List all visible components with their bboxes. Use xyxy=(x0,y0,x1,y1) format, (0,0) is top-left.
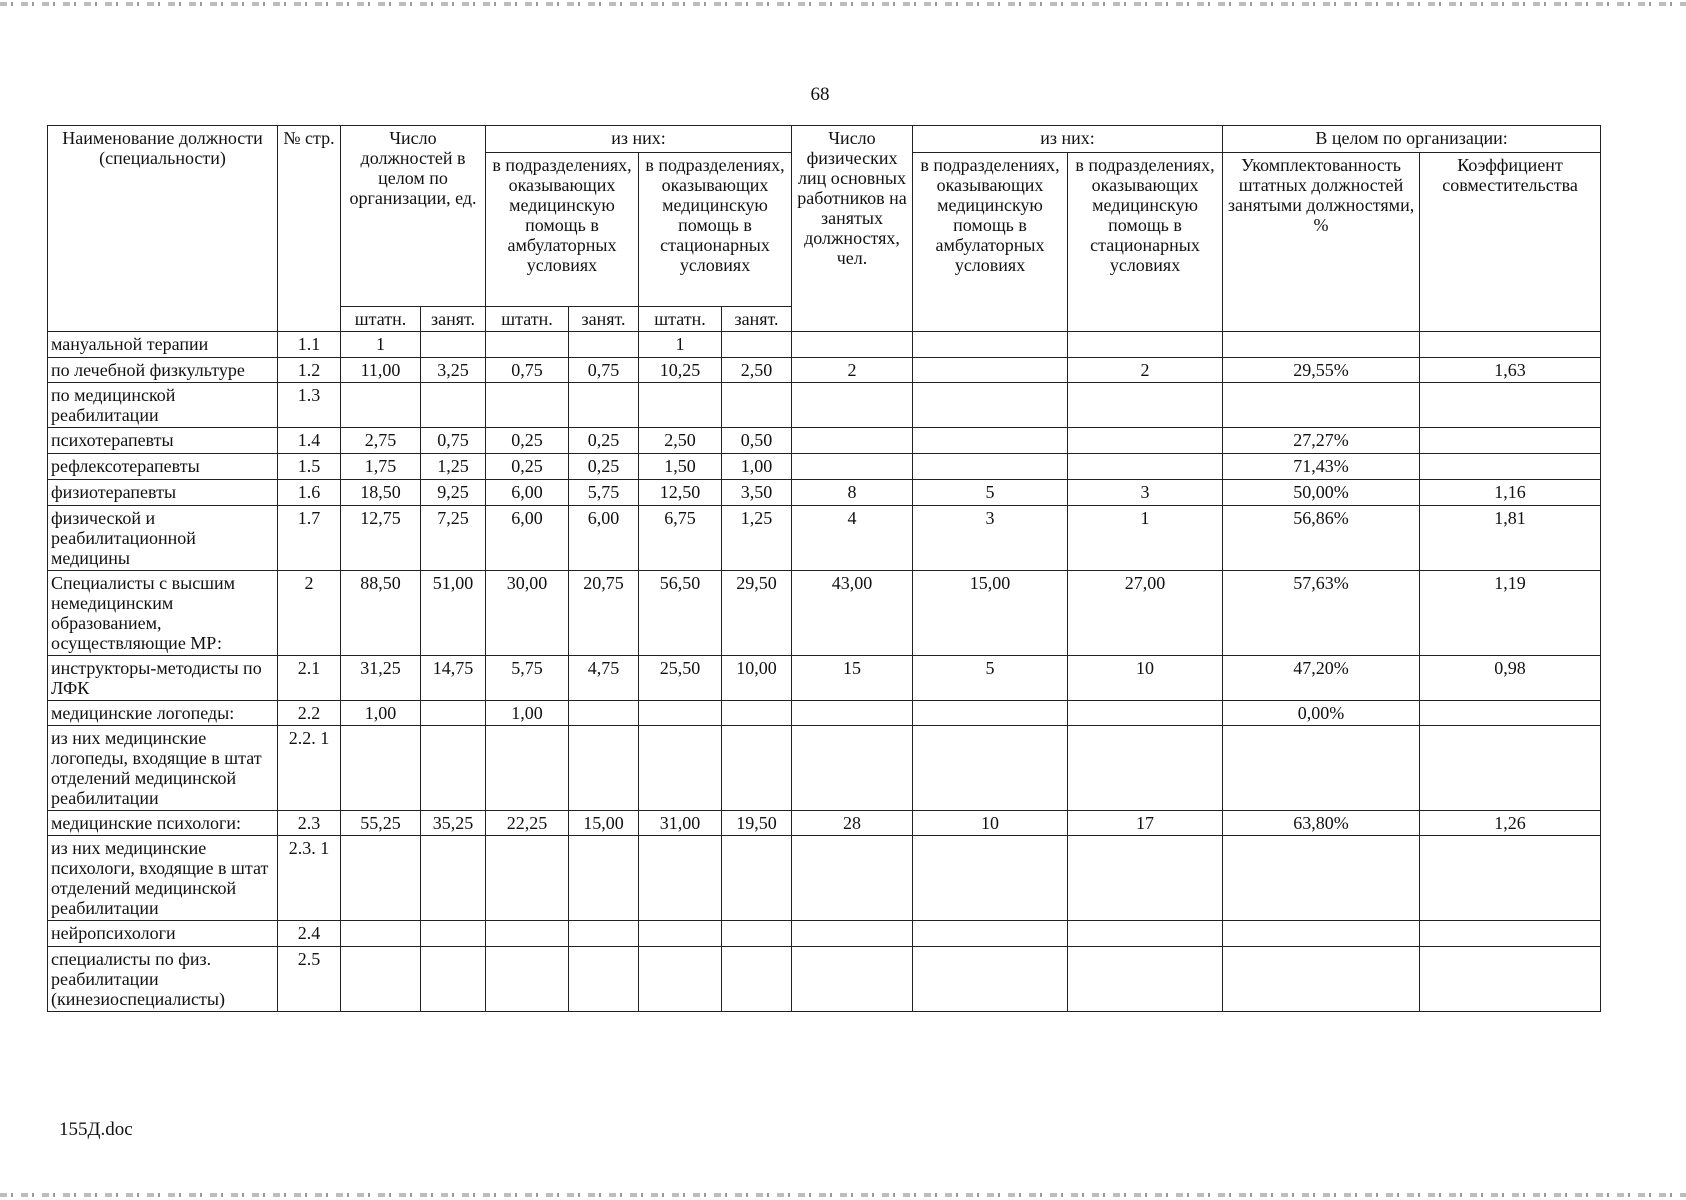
row-value-cell: 0,00% xyxy=(1223,701,1420,726)
row-value-cell: 6,75 xyxy=(639,506,722,571)
row-name-cell: психотерапевты xyxy=(48,428,278,454)
row-value-cell xyxy=(792,454,913,480)
row-value-cell xyxy=(421,701,486,726)
row-value-cell xyxy=(913,947,1068,1012)
header-amb: в подразделениях, оказывающих медицинскую помощь в амбулаторных условиях xyxy=(486,153,639,307)
row-value-cell xyxy=(792,726,913,811)
row-value-cell xyxy=(569,947,639,1012)
row-line-cell: 1.7 xyxy=(278,506,341,571)
row-value-cell: 1 xyxy=(1068,506,1223,571)
row-value-cell xyxy=(913,332,1068,358)
row-value-cell: 5,75 xyxy=(569,480,639,506)
row-name-cell: из них медицинские логопеды, входящие в штат отделений медицинской реабилитации xyxy=(48,726,278,811)
row-value-cell xyxy=(486,332,569,358)
row-name-cell: физиотерапевты xyxy=(48,480,278,506)
table-row xyxy=(48,947,1601,1012)
row-value-cell: 8 xyxy=(792,480,913,506)
row-value-cell: 56,86% xyxy=(1223,506,1420,571)
header-of-them: из них: xyxy=(486,126,792,153)
row-value-cell xyxy=(1420,383,1601,428)
row-line-cell: 1.3 xyxy=(278,383,341,428)
header-shtat-total: штатн. xyxy=(341,307,421,332)
row-value-cell xyxy=(1068,454,1223,480)
table-row xyxy=(48,454,1601,480)
row-value-cell: 10 xyxy=(913,811,1068,836)
table-row xyxy=(48,571,1601,656)
row-value-cell xyxy=(1420,921,1601,947)
row-value-cell: 3 xyxy=(913,506,1068,571)
row-value-cell: 10,25 xyxy=(639,358,722,383)
row-value-cell xyxy=(486,921,569,947)
row-value-cell xyxy=(421,332,486,358)
row-line-cell: 1.4 xyxy=(278,428,341,454)
row-value-cell: 0,25 xyxy=(486,454,569,480)
table-row xyxy=(48,701,1601,726)
row-value-cell: 6,00 xyxy=(486,480,569,506)
row-name-cell: физической и реабилитационной медицины xyxy=(48,506,278,571)
row-line-cell: 2 xyxy=(278,571,341,656)
row-value-cell xyxy=(722,921,792,947)
row-value-cell: 1 xyxy=(341,332,421,358)
table-row xyxy=(48,332,1601,358)
row-value-cell: 20,75 xyxy=(569,571,639,656)
row-value-cell xyxy=(1420,454,1601,480)
row-value-cell: 30,00 xyxy=(486,571,569,656)
row-value-cell xyxy=(913,454,1068,480)
table-row xyxy=(48,506,1601,571)
row-value-cell: 29,50 xyxy=(722,571,792,656)
row-value-cell: 5 xyxy=(913,480,1068,506)
row-value-cell xyxy=(639,383,722,428)
row-value-cell xyxy=(913,358,1068,383)
row-line-cell: 2.1 xyxy=(278,656,341,701)
row-value-cell: 25,50 xyxy=(639,656,722,701)
row-line-cell: 1.2 xyxy=(278,358,341,383)
row-line-cell: 2.4 xyxy=(278,921,341,947)
row-line-cell: 1.5 xyxy=(278,454,341,480)
row-value-cell: 2 xyxy=(792,358,913,383)
header-zanyat-amb: занят. xyxy=(569,307,639,332)
row-value-cell: 88,50 xyxy=(341,571,421,656)
row-value-cell: 1,00 xyxy=(341,701,421,726)
row-value-cell: 43,00 xyxy=(792,571,913,656)
row-value-cell: 55,25 xyxy=(341,811,421,836)
header-zanyat-stat: занят. xyxy=(722,307,792,332)
row-value-cell xyxy=(486,836,569,921)
row-name-cell: нейропсихологи xyxy=(48,921,278,947)
row-value-cell xyxy=(486,947,569,1012)
row-value-cell: 0,50 xyxy=(722,428,792,454)
row-value-cell: 10,00 xyxy=(722,656,792,701)
row-value-cell xyxy=(913,921,1068,947)
row-name-cell: из них медицинские психологи, входящие в штат отделений медицинской реабилитации xyxy=(48,836,278,921)
page-number: 68 xyxy=(810,84,830,105)
header-positions-total: Число должностей в целом по организации, ед. xyxy=(341,126,486,307)
table-row xyxy=(48,811,1601,836)
table-row xyxy=(48,358,1601,383)
row-value-cell: 17 xyxy=(1068,811,1223,836)
row-value-cell xyxy=(421,836,486,921)
row-value-cell xyxy=(722,332,792,358)
row-value-cell xyxy=(913,701,1068,726)
row-value-cell: 4,75 xyxy=(569,656,639,701)
row-value-cell xyxy=(1223,383,1420,428)
row-value-cell: 1,19 xyxy=(1420,571,1601,656)
row-value-cell: 1,75 xyxy=(341,454,421,480)
row-value-cell xyxy=(1223,947,1420,1012)
row-value-cell: 5 xyxy=(913,656,1068,701)
table-row xyxy=(48,428,1601,454)
row-value-cell: 1,16 xyxy=(1420,480,1601,506)
row-value-cell: 6,00 xyxy=(486,506,569,571)
row-value-cell: 4 xyxy=(792,506,913,571)
header-staffing: Укомплектованность штатных должностей занятыми должностями, % xyxy=(1223,153,1420,332)
row-value-cell: 56,50 xyxy=(639,571,722,656)
row-value-cell: 3 xyxy=(1068,480,1223,506)
row-value-cell: 2 xyxy=(1068,358,1223,383)
header-shtat-stat: штатн. xyxy=(639,307,722,332)
row-value-cell xyxy=(1420,726,1601,811)
row-value-cell xyxy=(569,836,639,921)
row-value-cell xyxy=(792,383,913,428)
row-value-cell xyxy=(792,836,913,921)
row-value-cell: 3,50 xyxy=(722,480,792,506)
scan-edge-top xyxy=(0,2,1686,6)
header-stat: в подразделениях, оказывающих медицинскую помощь в стационарных условиях xyxy=(639,153,792,307)
row-value-cell: 15 xyxy=(792,656,913,701)
table-row xyxy=(48,480,1601,506)
row-value-cell xyxy=(421,921,486,947)
row-name-cell: по лечебной физкультуре xyxy=(48,358,278,383)
header-line: № стр. xyxy=(278,126,341,332)
row-value-cell: 27,00 xyxy=(1068,571,1223,656)
row-value-cell xyxy=(722,701,792,726)
row-value-cell xyxy=(1223,332,1420,358)
row-value-cell: 50,00% xyxy=(1223,480,1420,506)
row-value-cell: 1,00 xyxy=(722,454,792,480)
row-value-cell: 12,50 xyxy=(639,480,722,506)
row-value-cell: 12,75 xyxy=(341,506,421,571)
header-zanyat-total: занят. xyxy=(421,307,486,332)
row-value-cell: 1 xyxy=(639,332,722,358)
row-line-cell: 1.1 xyxy=(278,332,341,358)
row-value-cell xyxy=(1068,921,1223,947)
row-value-cell xyxy=(1420,836,1601,921)
table-row xyxy=(48,726,1601,811)
row-value-cell xyxy=(792,332,913,358)
row-name-cell: рефлексотерапевты xyxy=(48,454,278,480)
row-line-cell: 2.5 xyxy=(278,947,341,1012)
row-value-cell xyxy=(722,383,792,428)
row-value-cell: 63,80% xyxy=(1223,811,1420,836)
row-value-cell xyxy=(569,383,639,428)
row-value-cell: 0,75 xyxy=(421,428,486,454)
header-amb-2: в подразделениях, оказывающих медицинскую помощь в амбулаторных условиях xyxy=(913,153,1068,332)
row-value-cell xyxy=(486,383,569,428)
row-value-cell xyxy=(792,947,913,1012)
row-value-cell: 0,25 xyxy=(569,428,639,454)
row-value-cell xyxy=(1068,726,1223,811)
row-value-cell xyxy=(421,947,486,1012)
table-row xyxy=(48,836,1601,921)
row-value-cell xyxy=(792,921,913,947)
row-value-cell: 27,27% xyxy=(1223,428,1420,454)
row-name-cell: медицинские психологи: xyxy=(48,811,278,836)
row-value-cell: 31,25 xyxy=(341,656,421,701)
row-value-cell xyxy=(1068,701,1223,726)
row-name-cell: мануальной терапии xyxy=(48,332,278,358)
row-value-cell xyxy=(341,726,421,811)
row-value-cell: 28 xyxy=(792,811,913,836)
row-value-cell xyxy=(569,726,639,811)
row-value-cell xyxy=(569,921,639,947)
row-value-cell xyxy=(722,836,792,921)
row-value-cell: 18,50 xyxy=(341,480,421,506)
row-value-cell xyxy=(569,701,639,726)
row-value-cell xyxy=(341,836,421,921)
row-value-cell xyxy=(1068,383,1223,428)
scan-edge-bottom xyxy=(0,1193,1686,1197)
table-row xyxy=(48,383,1601,428)
row-value-cell: 9,25 xyxy=(421,480,486,506)
row-value-cell xyxy=(792,428,913,454)
table-row xyxy=(48,656,1601,701)
row-value-cell: 57,63% xyxy=(1223,571,1420,656)
row-value-cell: 2,50 xyxy=(722,358,792,383)
row-value-cell xyxy=(1223,726,1420,811)
row-value-cell: 11,00 xyxy=(341,358,421,383)
row-value-cell xyxy=(639,726,722,811)
header-of-them-2: из них: xyxy=(913,126,1223,153)
row-value-cell: 0,25 xyxy=(486,428,569,454)
row-value-cell: 3,25 xyxy=(421,358,486,383)
header-org-total: В целом по организации: xyxy=(1223,126,1601,153)
row-value-cell xyxy=(341,383,421,428)
row-value-cell: 6,00 xyxy=(569,506,639,571)
row-value-cell xyxy=(913,428,1068,454)
row-line-cell: 2.2. 1 xyxy=(278,726,341,811)
row-value-cell xyxy=(639,921,722,947)
row-value-cell xyxy=(1068,332,1223,358)
row-value-cell: 29,55% xyxy=(1223,358,1420,383)
row-value-cell: 1,50 xyxy=(639,454,722,480)
row-name-cell: инструкторы-методисты по ЛФК xyxy=(48,656,278,701)
row-value-cell xyxy=(421,726,486,811)
row-value-cell xyxy=(1223,836,1420,921)
row-value-cell: 71,43% xyxy=(1223,454,1420,480)
row-value-cell: 1,25 xyxy=(722,506,792,571)
row-value-cell xyxy=(639,947,722,1012)
row-value-cell xyxy=(341,947,421,1012)
row-value-cell: 0,75 xyxy=(486,358,569,383)
row-value-cell xyxy=(1420,428,1601,454)
header-persons: Число физических лиц основных работников на занятых должностях, чел. xyxy=(792,126,913,332)
row-value-cell: 31,00 xyxy=(639,811,722,836)
row-value-cell xyxy=(341,921,421,947)
row-value-cell xyxy=(639,701,722,726)
row-value-cell: 19,50 xyxy=(722,811,792,836)
row-line-cell: 2.2 xyxy=(278,701,341,726)
row-value-cell xyxy=(1068,428,1223,454)
header-shtat-amb: штатн. xyxy=(486,307,569,332)
row-value-cell: 2,75 xyxy=(341,428,421,454)
row-value-cell: 15,00 xyxy=(913,571,1068,656)
row-value-cell xyxy=(1068,836,1223,921)
row-name-cell: специалисты по физ. реабилитации (кинезиоспециалисты) xyxy=(48,947,278,1012)
row-value-cell xyxy=(1420,332,1601,358)
row-value-cell xyxy=(1420,947,1601,1012)
row-value-cell: 1,63 xyxy=(1420,358,1601,383)
table-body xyxy=(48,332,1601,1012)
row-value-cell: 2,50 xyxy=(639,428,722,454)
row-value-cell xyxy=(1068,947,1223,1012)
table-row xyxy=(48,921,1601,947)
row-value-cell: 7,25 xyxy=(421,506,486,571)
row-value-cell xyxy=(569,332,639,358)
row-value-cell xyxy=(913,383,1068,428)
row-value-cell: 10 xyxy=(1068,656,1223,701)
row-line-cell: 1.6 xyxy=(278,480,341,506)
row-value-cell: 47,20% xyxy=(1223,656,1420,701)
row-value-cell xyxy=(722,726,792,811)
row-name-cell: по медицинской реабилитации xyxy=(48,383,278,428)
row-value-cell: 1,00 xyxy=(486,701,569,726)
row-value-cell: 51,00 xyxy=(421,571,486,656)
row-name-cell: медицинские логопеды: xyxy=(48,701,278,726)
row-line-cell: 2.3. 1 xyxy=(278,836,341,921)
row-value-cell: 0,98 xyxy=(1420,656,1601,701)
row-value-cell: 0,25 xyxy=(569,454,639,480)
row-value-cell: 35,25 xyxy=(421,811,486,836)
row-value-cell: 1,26 xyxy=(1420,811,1601,836)
row-value-cell xyxy=(639,836,722,921)
row-value-cell xyxy=(421,383,486,428)
row-value-cell: 1,81 xyxy=(1420,506,1601,571)
row-line-cell: 2.3 xyxy=(278,811,341,836)
row-value-cell: 14,75 xyxy=(421,656,486,701)
row-value-cell xyxy=(792,701,913,726)
row-value-cell: 5,75 xyxy=(486,656,569,701)
staffing-table xyxy=(47,125,1601,1012)
row-name-cell: Специалисты с высшим немедицинским образованием, осуществляющие МР: xyxy=(48,571,278,656)
row-value-cell: 0,75 xyxy=(569,358,639,383)
row-value-cell xyxy=(1223,921,1420,947)
row-value-cell: 15,00 xyxy=(569,811,639,836)
header-coef: Коэффициент совместительства xyxy=(1420,153,1601,332)
row-value-cell xyxy=(486,726,569,811)
row-value-cell xyxy=(1420,701,1601,726)
header-name: Наименование должности (специальности) xyxy=(48,126,278,332)
row-value-cell: 22,25 xyxy=(486,811,569,836)
row-value-cell xyxy=(913,836,1068,921)
header-stat-2: в подразделениях, оказывающих медицинскую помощь в стационарных условиях xyxy=(1068,153,1223,332)
row-value-cell: 1,25 xyxy=(421,454,486,480)
footer-filename: 155Д.doc xyxy=(59,1119,133,1140)
row-value-cell xyxy=(722,947,792,1012)
row-value-cell xyxy=(913,726,1068,811)
